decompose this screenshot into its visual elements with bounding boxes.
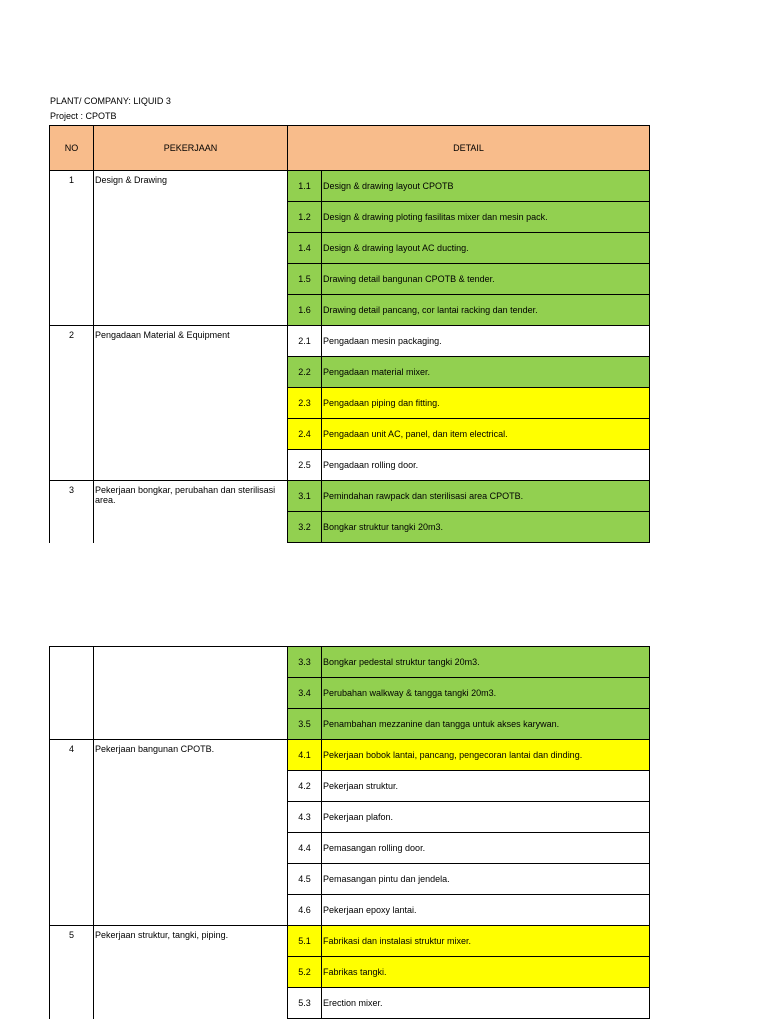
task-pekerjaan: Pekerjaan bongkar, perubahan dan sterilisasi area. (94, 481, 288, 543)
detail-number: 5.1 (288, 926, 322, 957)
detail-text: Drawing detail pancang, cor lantai racking dan tender. (322, 295, 650, 326)
detail-text: Pengadaan piping dan fitting. (322, 388, 650, 419)
table-row (50, 171, 650, 202)
detail-text: Bongkar pedestal struktur tangki 20m3. (322, 647, 650, 678)
detail-number: 4.5 (288, 864, 322, 895)
task-pekerjaan: Pekerjaan struktur, tangki, piping. (94, 926, 288, 1019)
detail-text: Bongkar struktur tangki 20m3. (322, 512, 650, 543)
detail-number: 1.2 (288, 202, 322, 233)
table-row (50, 926, 650, 957)
detail-number: 4.6 (288, 895, 322, 926)
detail-number: 3.1 (288, 481, 322, 512)
column-header-pekerjaan: PEKERJAAN (94, 126, 288, 171)
detail-number: 3.2 (288, 512, 322, 543)
work-table-page-1 (49, 125, 650, 543)
detail-text: Pengadaan material mixer. (322, 357, 650, 388)
detail-number: 1.5 (288, 264, 322, 295)
detail-text: Pengadaan mesin packaging. (322, 326, 650, 357)
detail-number: 2.3 (288, 388, 322, 419)
task-pekerjaan (94, 647, 288, 740)
detail-text: Pengadaan rolling door. (322, 450, 650, 481)
detail-text: Erection mixer. (322, 988, 650, 1019)
column-header-no: NO (50, 126, 94, 171)
detail-number: 3.5 (288, 709, 322, 740)
detail-text: Pengadaan unit AC, panel, dan item electrical. (322, 419, 650, 450)
detail-number: 4.3 (288, 802, 322, 833)
table-row (50, 326, 650, 357)
detail-number: 2.2 (288, 357, 322, 388)
detail-text: Design & drawing layout CPOTB (322, 171, 650, 202)
detail-number: 4.4 (288, 833, 322, 864)
task-number: 2 (50, 326, 94, 481)
table-row (50, 740, 650, 771)
detail-number: 1.1 (288, 171, 322, 202)
detail-number: 3.4 (288, 678, 322, 709)
task-pekerjaan: Design & Drawing (94, 171, 288, 326)
project-label: Project : CPOTB (50, 111, 117, 121)
detail-text: Pemasangan rolling door. (322, 833, 650, 864)
detail-text: Pekerjaan plafon. (322, 802, 650, 833)
table-header-row (50, 126, 650, 171)
detail-number: 4.2 (288, 771, 322, 802)
detail-text: Fabrikasi dan instalasi struktur mixer. (322, 926, 650, 957)
detail-text: Pemasangan pintu dan jendela. (322, 864, 650, 895)
detail-text: Fabrikas tangki. (322, 957, 650, 988)
detail-text: Pekerjaan bobok lantai, pancang, pengecoran lantai dan dinding. (322, 740, 650, 771)
task-pekerjaan: Pekerjaan bangunan CPOTB. (94, 740, 288, 926)
table-row (50, 481, 650, 512)
detail-number: 5.2 (288, 957, 322, 988)
detail-text: Pekerjaan struktur. (322, 771, 650, 802)
detail-text: Perubahan walkway & tangga tangki 20m3. (322, 678, 650, 709)
table-row (50, 647, 650, 678)
detail-number: 2.4 (288, 419, 322, 450)
detail-text: Drawing detail bangunan CPOTB & tender. (322, 264, 650, 295)
detail-text: Penambahan mezzanine dan tangga untuk akses karywan. (322, 709, 650, 740)
detail-text: Design & drawing layout AC ducting. (322, 233, 650, 264)
task-number: 4 (50, 740, 94, 926)
detail-number: 1.6 (288, 295, 322, 326)
task-number: 1 (50, 171, 94, 326)
task-number (50, 647, 94, 740)
plant-company-label: PLANT/ COMPANY: LIQUID 3 (50, 96, 171, 106)
column-header-detail: DETAIL (288, 126, 650, 171)
detail-number: 4.1 (288, 740, 322, 771)
task-number: 5 (50, 926, 94, 1019)
work-table-page-2 (49, 646, 650, 1019)
task-pekerjaan: Pengadaan Material & Equipment (94, 326, 288, 481)
detail-text: Pemindahan rawpack dan sterilisasi area CPOTB. (322, 481, 650, 512)
detail-text: Pekerjaan epoxy lantai. (322, 895, 650, 926)
detail-number: 2.1 (288, 326, 322, 357)
detail-text: Design & drawing ploting fasilitas mixer dan mesin pack. (322, 202, 650, 233)
detail-number: 2.5 (288, 450, 322, 481)
task-number: 3 (50, 481, 94, 543)
detail-number: 5.3 (288, 988, 322, 1019)
detail-number: 1.4 (288, 233, 322, 264)
detail-number: 3.3 (288, 647, 322, 678)
